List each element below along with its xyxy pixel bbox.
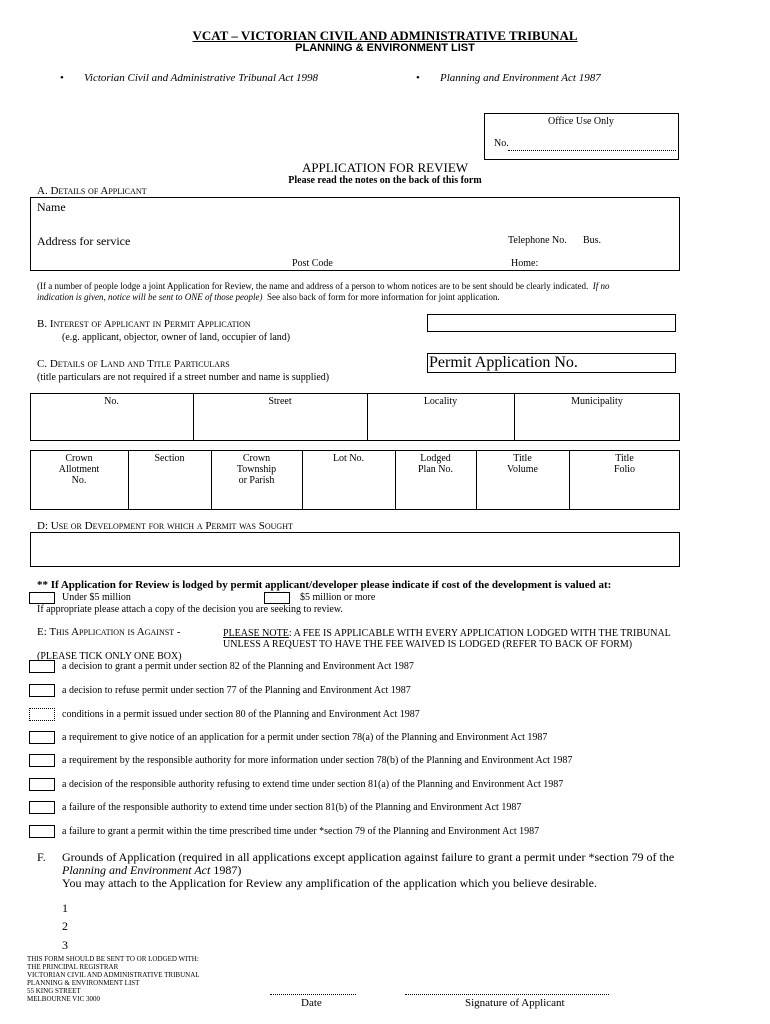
fee-note: PLEASE NOTE: A FEE IS APPLICABLE WITH EVERY APPLICATION LODGED WITH THE TRIBUNAL: [223, 628, 671, 639]
bus-label: Bus.: [583, 235, 602, 246]
bullet-icon: •: [60, 72, 64, 84]
section-d-heading: D: Use or Development for which a Permit was Sought: [37, 520, 293, 532]
bullet-icon: •: [416, 72, 420, 84]
over-5m-label: $5 million or more: [300, 592, 376, 603]
attach-decision-note: If appropriate please attach a copy of the decision you are seeking to review.: [37, 604, 343, 615]
option-fail-grant-label: a failure to grant a permit within the time prescribed time under *section 79 of the Planning and Environment Act 1987: [62, 826, 540, 837]
ground-number-2: 2: [62, 919, 68, 933]
title-col-crown-township: Crown Township or Parish: [236, 453, 277, 486]
joint-application-note: (If a number of people lodge a joint Application for Review, the name and address of a person to whom notices are to be sent should be clearly indicated. If no: [37, 281, 610, 291]
signature-label: Signature of Applicant: [465, 997, 565, 1009]
option-refuse-extend-label: a decision of the responsible authority refusing to extend time under section 81(a) of the Planning and Environment Act 1987: [62, 779, 564, 790]
list-subtitle: PLANNING & ENVIRONMENT LIST: [295, 42, 475, 54]
tick-one-box-note: (PLEASE TICK ONLY ONE BOX): [37, 651, 182, 662]
act-reference-planning: Planning and Environment Act 1987: [440, 72, 601, 84]
lodgement-address: THIS FORM SHOULD BE SENT TO OR LODGED WITH: THE PRINCIPAL REGISTRAR VICTORIAN CIVIL AND ADMINISTRATIVE TRIBUNAL PLANNING & ENVIRONMENT LIST 55 KING STREET MELBOURNE VIC 3000: [27, 955, 200, 1003]
office-use-no-label: No.: [494, 138, 509, 149]
section-b-heading: B. Interest of Applicant in Permit Application: [37, 318, 251, 330]
signature-field[interactable]: [405, 994, 609, 995]
option-more-info-checkbox[interactable]: [29, 754, 55, 767]
use-development-field[interactable]: [30, 532, 680, 567]
option-refuse-permit-checkbox[interactable]: [29, 684, 55, 697]
option-fail-extend-label: a failure of the responsible authority to extend time under section 81(b) of the Planning and Environment Act 1987: [62, 802, 522, 813]
title-col-lodged-plan: Lodged Plan No.: [418, 453, 453, 475]
grounds-text-1: Grounds of Application (required in all applications except application against failure to grant a permit under *section 79 of the: [62, 850, 675, 864]
option-fail-extend-checkbox[interactable]: [29, 801, 55, 814]
address-label: Address for service: [37, 234, 131, 248]
cost-question: ** If Application for Review is lodged by permit applicant/developer please indicate if cost of the development is valued at:: [37, 579, 612, 591]
option-notice-checkbox[interactable]: [29, 731, 55, 744]
section-f-letter: F.: [37, 850, 46, 864]
date-field[interactable]: [270, 994, 356, 995]
office-use-no-field[interactable]: [508, 150, 676, 151]
title-col-lot-no: Lot No.: [332, 453, 365, 464]
title-col-crown-allotment: Crown Allotment No.: [58, 453, 100, 486]
option-refuse-permit-label: a decision to refuse permit under section 77 of the Planning and Environment Act 1987: [62, 685, 411, 696]
land-col-street: Street: [268, 396, 292, 407]
title-col-section: Section: [154, 453, 185, 464]
title-col-volume: Title Volume: [507, 453, 538, 475]
land-col-municipality: Municipality: [571, 396, 623, 407]
postcode-label: Post Code: [292, 258, 333, 269]
ground-number-1: 1: [62, 901, 68, 915]
date-label: Date: [301, 997, 322, 1009]
application-title: APPLICATION FOR REVIEW: [301, 160, 469, 175]
home-label: Home:: [511, 258, 539, 269]
title-col-folio: Title Folio: [613, 453, 636, 475]
option-notice-label: a requirement to give notice of an application for a permit under section 78(a) of the Planning and Environment Act 1987: [62, 732, 548, 743]
land-col-locality: Locality: [423, 396, 458, 407]
option-fail-grant-checkbox[interactable]: [29, 825, 55, 838]
land-col-no: No.: [104, 396, 119, 407]
over-5m-checkbox[interactable]: [264, 592, 290, 604]
telephone-label: Telephone No.: [508, 235, 567, 246]
act-reference-vcat: Victorian Civil and Administrative Tribunal Act 1998: [84, 72, 319, 84]
option-grant-permit-label: a decision to grant a permit under section 82 of the Planning and Environment Act 1987: [62, 661, 414, 672]
title-particulars-note: (title particulars are not required if a street number and name is supplied): [37, 372, 330, 383]
interest-field[interactable]: [427, 314, 676, 332]
interest-example: (e.g. applicant, objector, owner of land, occupier of land): [62, 332, 291, 343]
grounds-text-2: Planning and Environment Act 1987): [62, 863, 242, 877]
permit-application-label: Permit Application No.: [429, 354, 578, 371]
section-a-heading: A. Details of Applicant: [37, 185, 147, 197]
under-5m-checkbox[interactable]: [29, 592, 55, 604]
name-label: Name: [37, 200, 66, 214]
option-grant-permit-checkbox[interactable]: [29, 660, 55, 673]
joint-application-note-2: indication is given, notice will be sent to ONE of those people) See also back of form for more information for joint application.: [37, 292, 500, 302]
office-use-title: Office Use Only: [548, 116, 614, 127]
under-5m-label: Under $5 million: [62, 592, 131, 603]
option-more-info-label: a requirement by the responsible authority for more information under section 78(b) of the Planning and Environment Act 1987: [62, 755, 573, 766]
form-title-vcat: VCAT – VICTORIAN CIVIL AND ADMINISTRATIVE TRIBUNAL: [192, 28, 578, 43]
option-conditions-label: conditions in a permit issued under section 80 of the Planning and Environment Act 1987: [62, 709, 420, 720]
fee-note-2: UNLESS A REQUEST TO HAVE THE FEE WAIVED IS LODGED (REFER TO BACK OF FORM): [223, 639, 633, 650]
application-note: Please read the notes on the back of this form: [288, 175, 482, 186]
section-c-heading: C. Details of Land and Title Particulars: [37, 358, 230, 370]
option-refuse-extend-checkbox[interactable]: [29, 778, 55, 791]
grounds-text-3: You may attach to the Application for Review any amplification of the application which you believe desirable.: [62, 876, 597, 890]
option-conditions-checkbox[interactable]: [29, 708, 55, 721]
section-e-heading: E: This Application is Against -: [37, 626, 181, 638]
ground-number-3: 3: [62, 938, 68, 952]
